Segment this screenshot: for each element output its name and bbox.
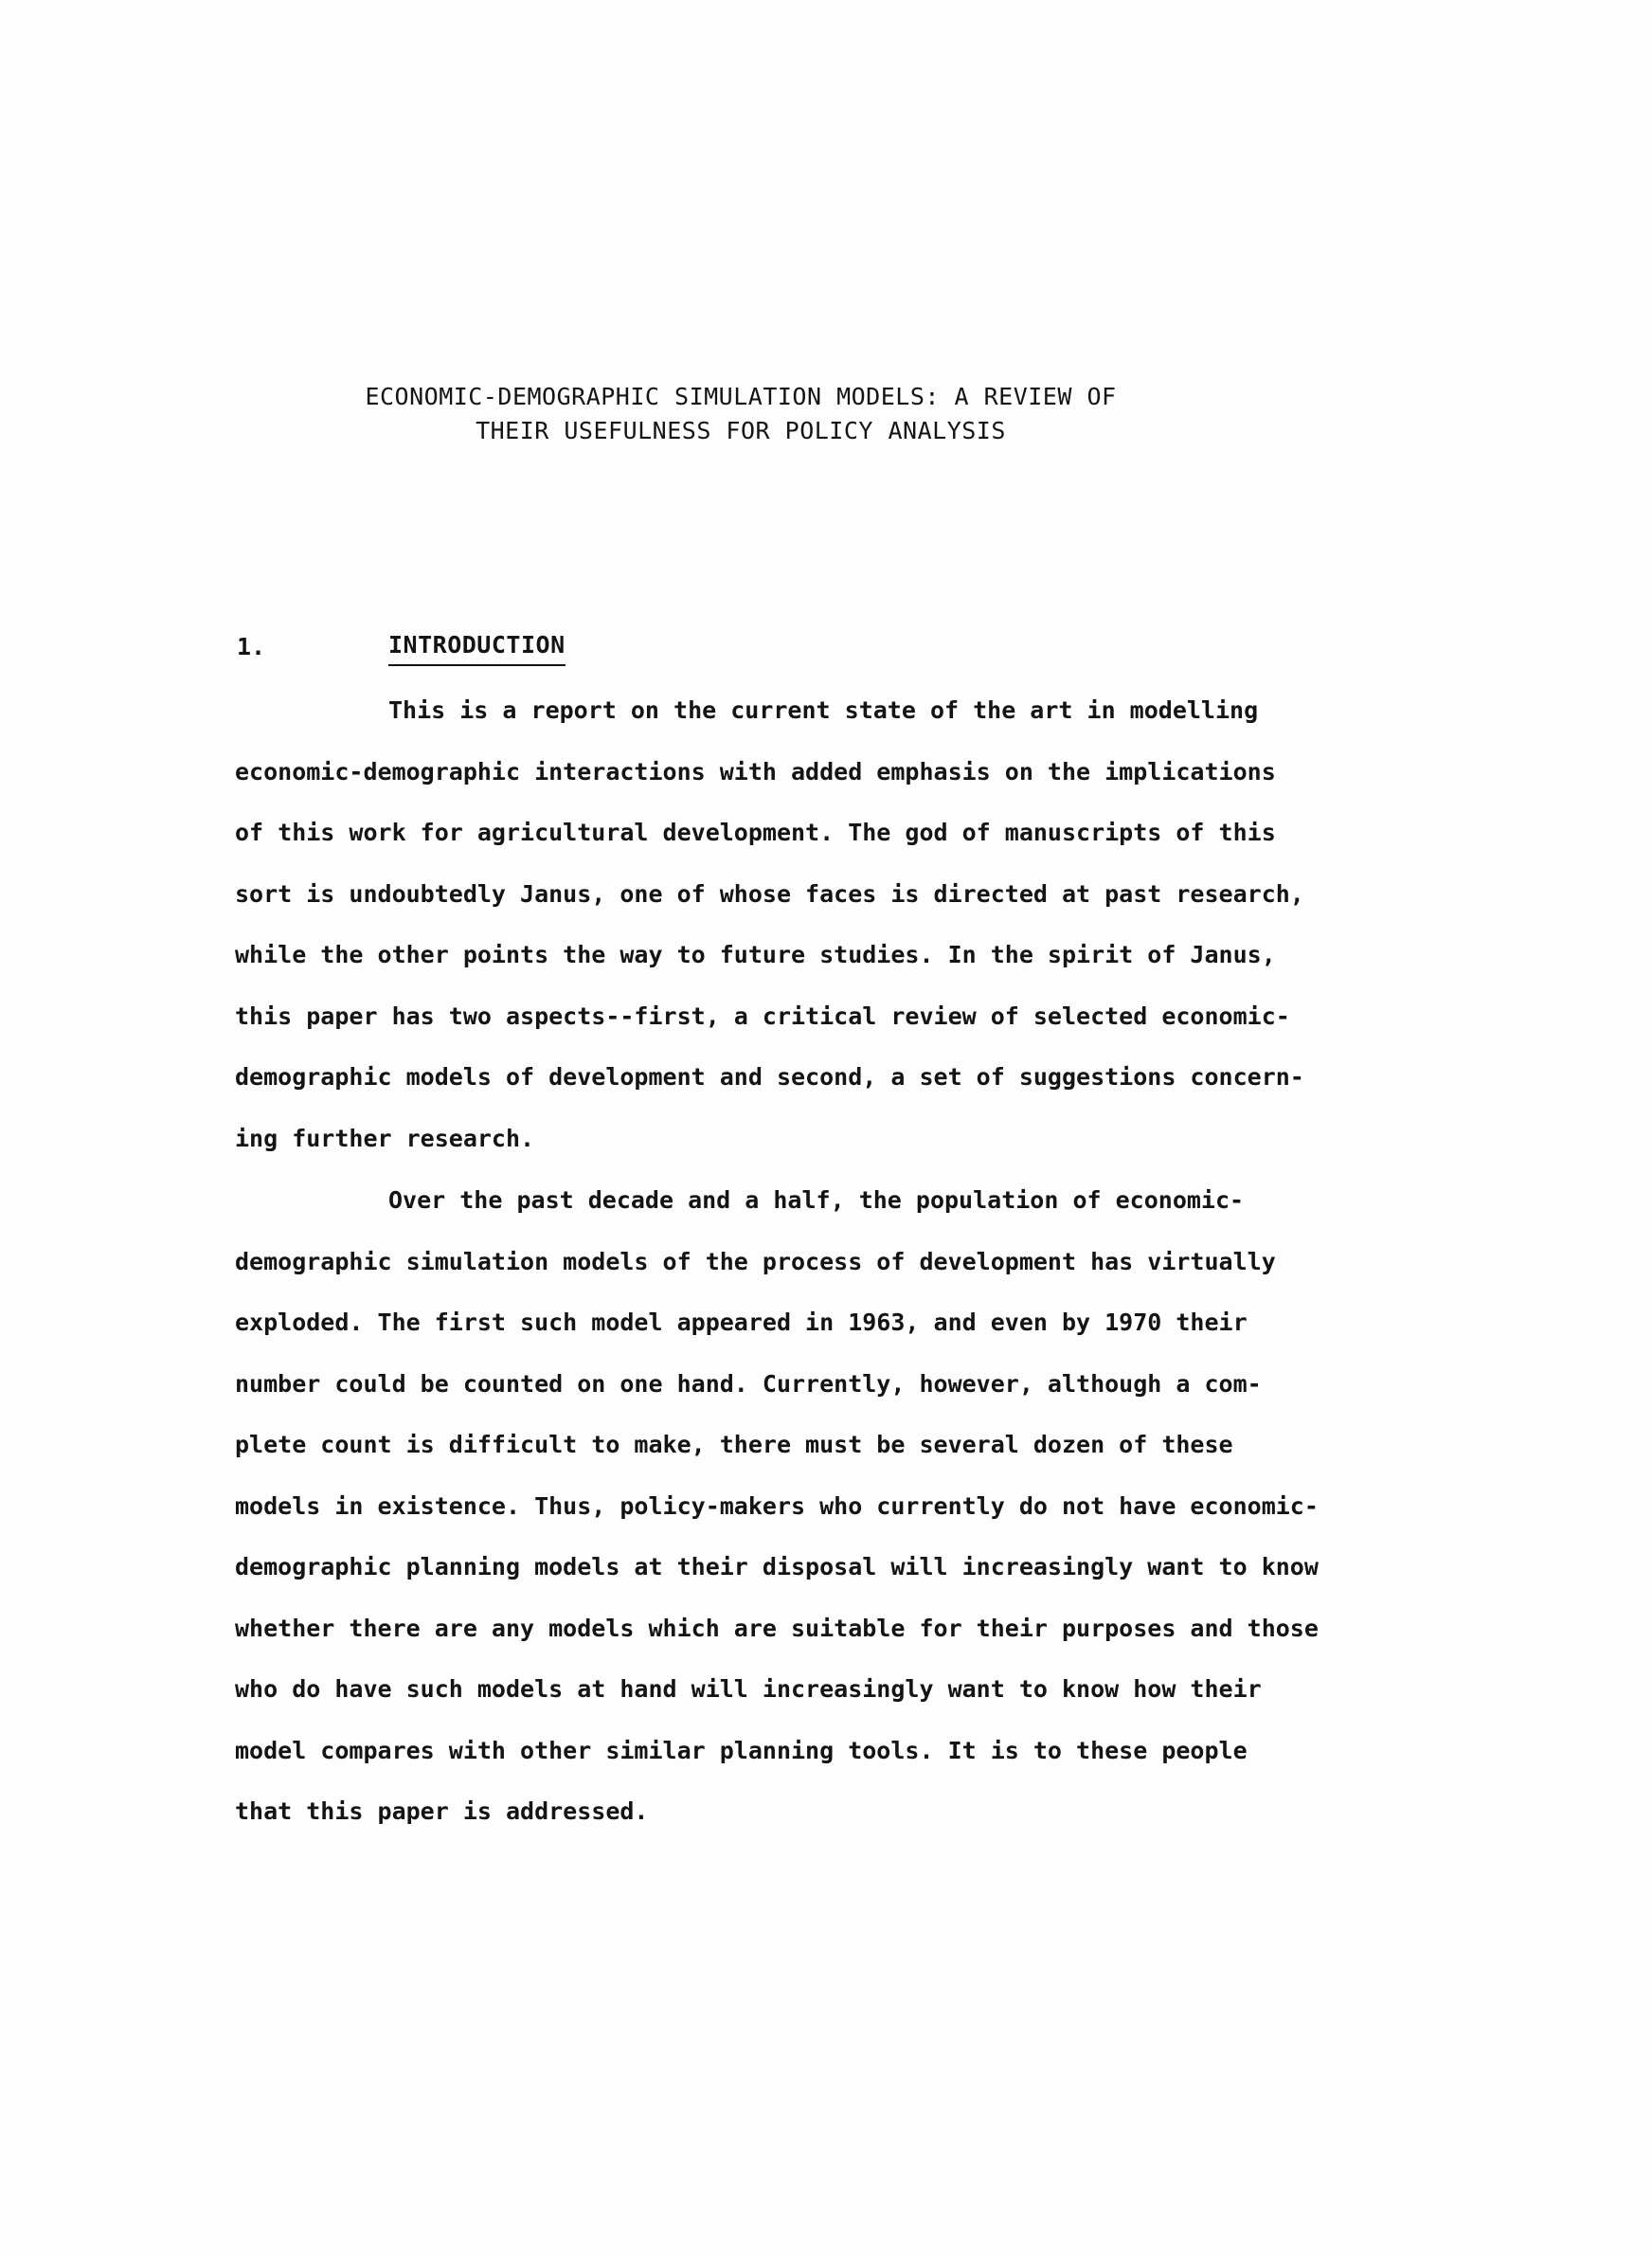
document-title-line-2: THEIR USEFULNESS FOR POLICY ANALYSIS (476, 417, 1006, 444)
paragraph-line: ing further research. (235, 1124, 535, 1152)
paragraph-line: that this paper is addressed. (235, 1797, 649, 1825)
paragraph-line: Over the past decade and a half, the population of economic- (388, 1186, 1245, 1214)
paragraph-line: of this work for agricultural development. The god of manuscripts of this (235, 819, 1276, 846)
paragraph-line: who do have such models at hand will increasingly want to know how their (235, 1675, 1262, 1703)
section-number: 1. (237, 633, 266, 660)
paragraph-line: whether there are any models which are suitable for their purposes and those (235, 1614, 1319, 1642)
paragraph-line: economic-demographic interactions with added emphasis on the implications (235, 757, 1276, 785)
paragraph-line: demographic planning models at their disposal will increasingly want to know (235, 1553, 1319, 1580)
paragraph-line: models in existence. Thus, policy-makers who currently do not have economic- (235, 1491, 1319, 1520)
paragraph-line: number could be counted on one hand. Currently, however, although a com- (235, 1369, 1262, 1398)
paragraph-line: this paper has two aspects--first, a critical review of selected economic- (235, 1002, 1290, 1030)
paragraph-line: demographic simulation models of the process of development has virtually (235, 1247, 1276, 1275)
paragraph-line: demographic models of development and second, a set of suggestions concern- (235, 1063, 1304, 1091)
paragraph-line: exploded. The first such model appeared in 1963, and even by 1970 their (235, 1309, 1248, 1336)
paragraph-1 (235, 680, 1466, 1169)
section-heading: INTRODUCTION (388, 631, 566, 666)
paragraph-line: plete count is difficult to make, there must be several dozen of these (235, 1431, 1233, 1458)
paragraph-line: while the other points the way to future studies. In the spirit of Janus, (235, 941, 1276, 968)
paragraph-line: This is a report on the current state of the art in modelling (388, 696, 1259, 724)
paragraph-line: sort is undoubtedly Janus, one of whose faces is directed at past research, (235, 879, 1304, 908)
paragraph-2 (235, 1170, 1466, 1843)
document-title-line-1: ECONOMIC-DEMOGRAPHIC SIMULATION MODELS: A REVIEW OF (365, 383, 1117, 410)
paragraph-line: model compares with other similar planning tools. It is to these people (235, 1736, 1248, 1764)
